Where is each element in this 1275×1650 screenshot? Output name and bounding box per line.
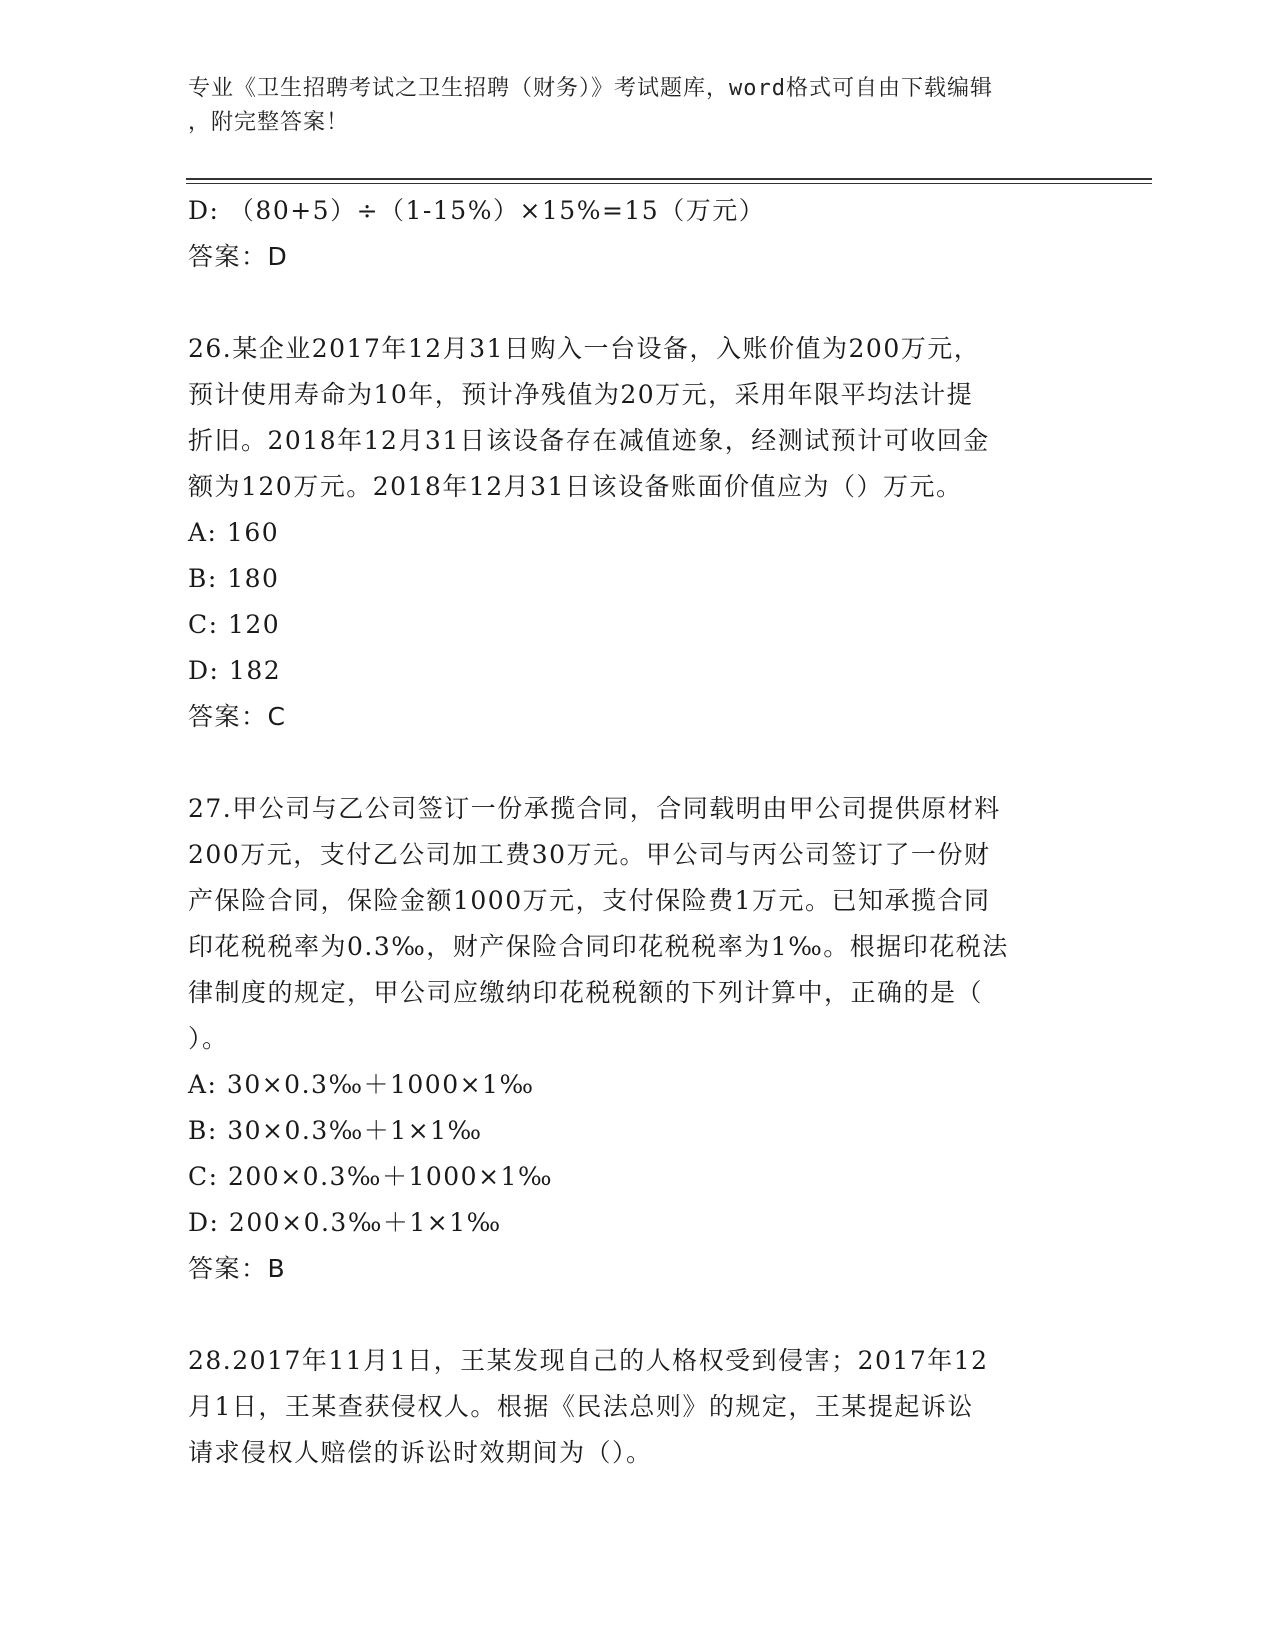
option-b: B: 180 [188,564,280,593]
question-text-line: 折旧。2018年12月31日该设备存在减值迹象，经测试预计可收回金 [188,426,990,455]
spacer [188,1292,1088,1338]
question-27 [188,786,1088,1292]
question-text-line: 请求侵权人赔偿的诉讼时效期间为（）。 [188,1438,653,1467]
answer-line: 答案：D [188,242,289,271]
spacer [188,740,1088,786]
option-c: C: 200×0.3‰＋1000×1‰ [188,1162,553,1191]
previous-question-tail [188,188,1088,280]
document-body [188,188,1088,1476]
option-b: B: 30×0.3‰＋1×1‰ [188,1116,483,1145]
option-d: D: 182 [188,656,282,685]
question-text-line: 律制度的规定，甲公司应缴纳印花税税额的下列计算中，正确的是（ [188,978,984,1007]
option-d: D: （80+5）÷（1-15%）×15%=15（万元） [188,196,766,225]
header-rule-thick [186,178,1152,180]
option-c: C: 120 [188,610,281,639]
question-26 [188,326,1088,740]
question-text-line: 印花税税率为0.3‰，财产保险合同印花税税率为1‰。根据印花税法 [188,932,1009,961]
page-header [188,72,1068,140]
question-text-line: 月1日，王某查获侵权人。根据《民法总则》的规定，王某提起诉讼 [188,1392,974,1421]
question-text-line: 28.2017年11月1日，王某发现自己的人格权受到侵害；2017年12 [188,1346,989,1375]
question-28 [188,1338,1088,1476]
header-line-2: ，附完整答案！ [188,110,350,135]
question-text-line: 额为120万元。2018年12月31日该设备账面价值应为（）万元。 [188,472,963,501]
question-text-line: 产保险合同，保险金额1000万元，支付保险费1万元。已知承揽合同 [188,886,991,915]
question-text-line: 26.某企业2017年12月31日购入一台设备，入账价值为200万元， [188,334,981,363]
question-text-line: 预计使用寿命为10年，预计净残值为20万元，采用年限平均法计提 [188,380,974,409]
question-text-line: 200万元，支付乙公司加工费30万元。甲公司与丙公司签订了一份财 [188,840,991,869]
header-line-1: 专业《卫生招聘考试之卫生招聘（财务）》考试题库，word格式可自由下载编辑 [188,76,993,101]
header-rule-thin [186,183,1152,184]
answer-line: 答案：B [188,1254,287,1283]
question-text-line: 27.甲公司与乙公司签订一份承揽合同，合同载明由甲公司提供原材料 [188,794,1001,823]
option-d: D: 200×0.3‰＋1×1‰ [188,1208,502,1237]
option-a: A: 160 [188,518,280,547]
answer-line: 答案：C [188,702,287,731]
question-text-line: ）。 [188,1024,229,1053]
option-a: A: 30×0.3‰＋1000×1‰ [188,1070,535,1099]
spacer [188,280,1088,326]
